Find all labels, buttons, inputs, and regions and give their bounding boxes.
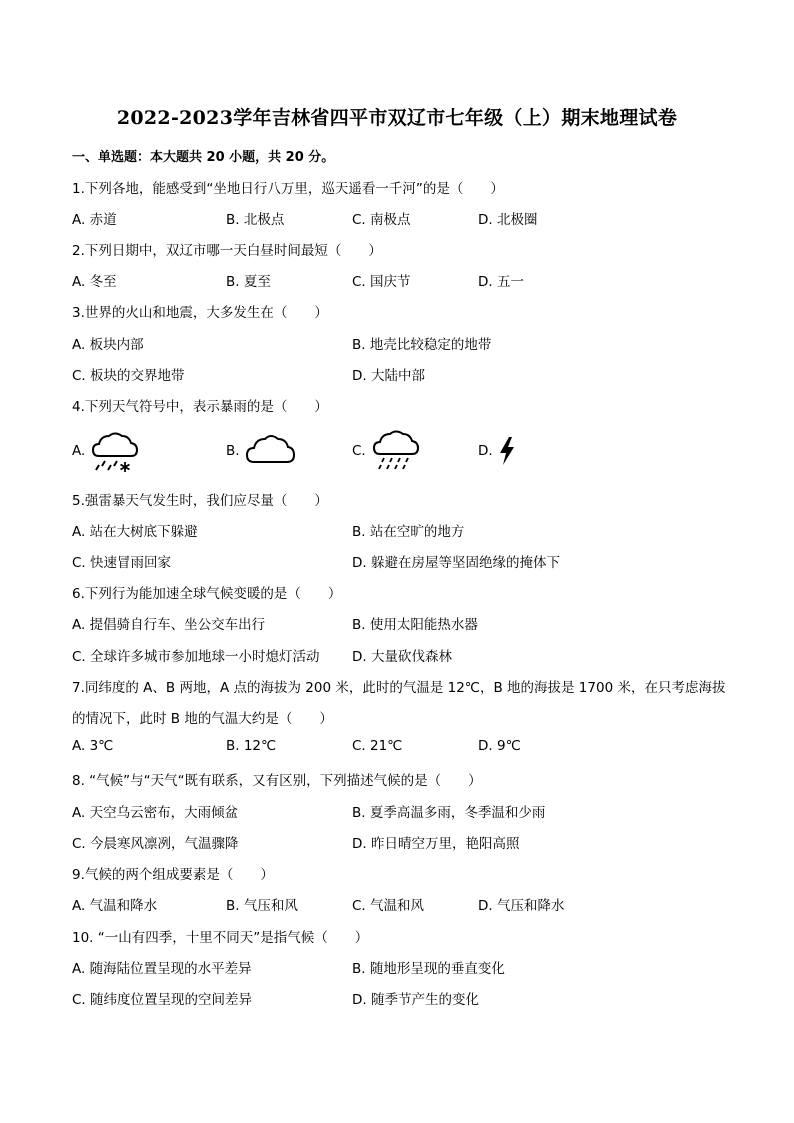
page-title: 2022-2023学年吉林省四平市双辽市七年级（上）期末地理试卷 bbox=[116, 107, 678, 129]
q4-option-b bbox=[226, 428, 296, 474]
q5-option-d: D. 躲避在房屋等坚固绝缘的掩体下 bbox=[352, 555, 560, 571]
q9-option-a: A. 气温和降水 bbox=[72, 898, 158, 914]
q9-option-d: D. 气压和降水 bbox=[478, 898, 565, 914]
q8-option-a: A. 天空乌云密布，大雨倾盆 bbox=[72, 805, 239, 821]
q8-option-d: D. 昨日晴空万里，艳阳高照 bbox=[352, 836, 520, 852]
q6-option-c: C. 全球许多城市参加地球一小时熄灯活动 bbox=[72, 649, 320, 665]
q10-option-b: B. 随地形呈现的垂直变化 bbox=[352, 961, 505, 977]
q6-option-d: D. 大量砍伐森林 bbox=[352, 649, 452, 665]
question-1-stem: 1.下列各地，能感受到“坐地日行八万里，巡天遥看一千河”的是（ ） bbox=[72, 181, 504, 197]
section-heading: 一、单选题：本大题共 20 小题，共 20 分。 bbox=[72, 150, 335, 165]
q4-option-d-label: D. bbox=[478, 443, 493, 459]
q10-option-d: D. 随季节产生的变化 bbox=[352, 992, 479, 1008]
q1-option-b: B. 北极点 bbox=[226, 212, 285, 228]
q10-option-a: A. 随海陆位置呈现的水平差异 bbox=[72, 961, 252, 977]
rain-snow-cloud-icon bbox=[89, 428, 141, 474]
q4-option-a bbox=[72, 428, 141, 474]
q4-option-c-label: C. bbox=[352, 443, 366, 459]
q3-option-b: B. 地壳比较稳定的地带 bbox=[352, 337, 492, 353]
q1-option-a: A. 赤道 bbox=[72, 212, 117, 228]
q8-option-c: C. 今晨寒风凛冽，气温骤降 bbox=[72, 836, 239, 852]
question-2-stem: 2.下列日期中，双辽市哪一天白昼时间最短（ ） bbox=[72, 243, 382, 259]
question-3-stem: 3.世界的火山和地震，大多发生在（ ） bbox=[72, 305, 328, 321]
q7-option-c: C. 21℃ bbox=[352, 738, 403, 754]
q4-option-d bbox=[478, 428, 517, 474]
q6-option-a: A. 提倡骑自行车、坐公交车出行 bbox=[72, 617, 266, 633]
question-9-stem: 9.气候的两个组成要素是（ ） bbox=[72, 867, 274, 883]
q8-option-b: B. 夏季高温多雨，冬季温和少雨 bbox=[352, 805, 546, 821]
q3-option-c: C. 板块的交界地带 bbox=[72, 368, 185, 384]
q2-option-d: D. 五一 bbox=[478, 274, 524, 290]
q7-option-d: D. 9℃ bbox=[478, 738, 521, 754]
q4-option-a-label: A. bbox=[72, 443, 86, 459]
q5-option-a: A. 站在大树底下躲避 bbox=[72, 524, 198, 540]
heavy-rain-cloud-icon bbox=[370, 428, 422, 474]
q3-option-a: A. 板块内部 bbox=[72, 337, 144, 353]
q7-option-b: B. 12℃ bbox=[226, 738, 277, 754]
question-10-stem: 10. “一山有四季，十里不同天”是指气候（ ） bbox=[72, 930, 369, 946]
q2-option-a: A. 冬至 bbox=[72, 274, 117, 290]
q9-option-c: C. 气温和风 bbox=[352, 898, 425, 914]
question-6-stem: 6.下列行为能加速全球气候变暖的是（ ） bbox=[72, 586, 342, 602]
q10-option-c: C. 随纬度位置呈现的空间差异 bbox=[72, 992, 253, 1008]
question-4-stem: 4.下列天气符号中，表示暴雨的是（ ） bbox=[72, 399, 328, 415]
cloudy-icon bbox=[244, 428, 296, 474]
q1-option-c: C. 南极点 bbox=[352, 212, 411, 228]
q4-option-b-label: B. bbox=[226, 443, 240, 459]
question-8-stem: 8. “气候”与“天气“既有联系，又有区别，下列描述气候的是（ ） bbox=[72, 773, 482, 789]
q5-option-b: B. 站在空旷的地方 bbox=[352, 524, 465, 540]
q4-option-c bbox=[352, 428, 422, 474]
q7-option-a: A. 3℃ bbox=[72, 738, 114, 754]
q6-option-b: B. 使用太阳能热水器 bbox=[352, 617, 478, 633]
q3-option-d: D. 大陆中部 bbox=[352, 368, 425, 384]
q5-option-c: C. 快速冒雨回家 bbox=[72, 555, 172, 571]
question-7-stem-continued: 的情况下，此时 B 地的气温大约是（ ） bbox=[72, 711, 333, 727]
thunder-icon bbox=[497, 436, 517, 466]
q1-option-d: D. 北极圈 bbox=[478, 212, 538, 228]
question-5-stem: 5.强雷暴天气发生时，我们应尽量（ ） bbox=[72, 493, 328, 509]
q2-option-b: B. 夏至 bbox=[226, 274, 271, 290]
q2-option-c: C. 国庆节 bbox=[352, 274, 411, 290]
question-7-stem: 7.同纬度的 A、B 两地，A 点的海拔为 200 米，此时的气温是 12℃，B 地的海拔是 1700 米，在只考虑海拔 bbox=[72, 680, 726, 696]
q9-option-b: B. 气压和风 bbox=[226, 898, 298, 914]
